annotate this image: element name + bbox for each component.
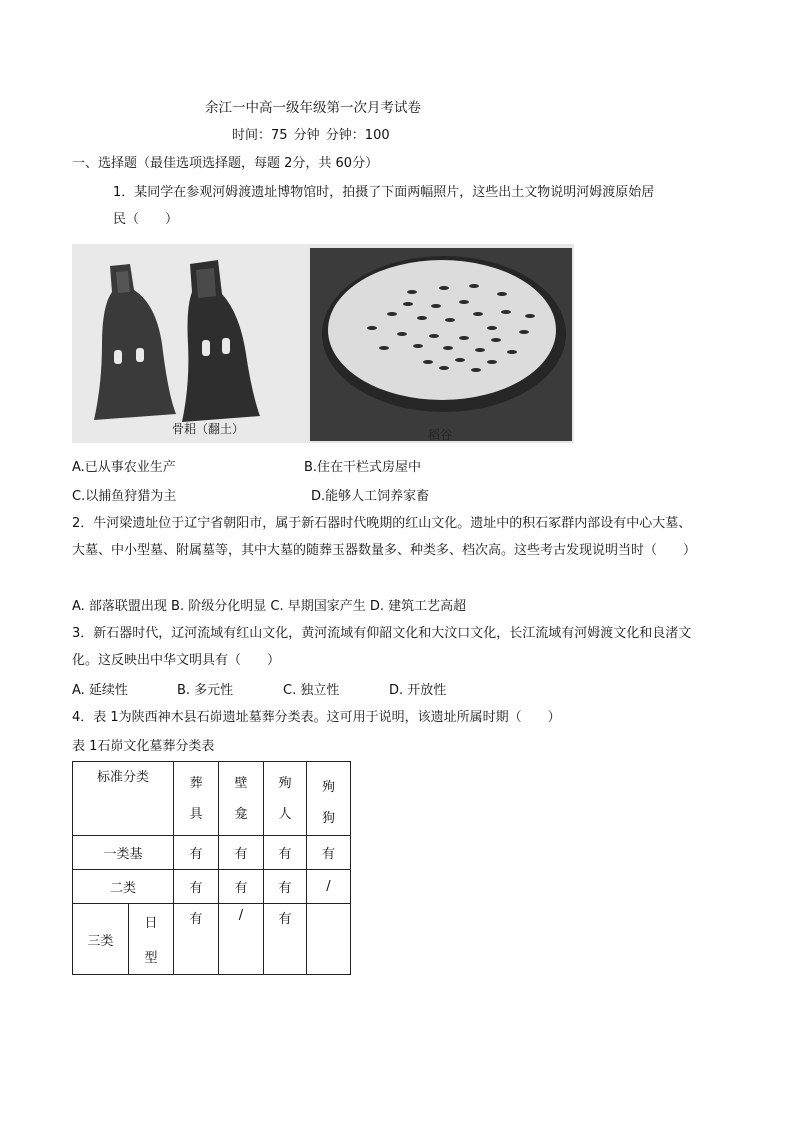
table-corner-header: 标准分类 [73,762,174,836]
table-cell: 有 [264,836,307,870]
artifact-photo-image [72,244,574,443]
exam-subtitle: 时间：75 分钟 分钟：100 [232,128,390,143]
table-cell: 有 [174,836,219,870]
q1-option-c: C.以捕鱼狩猎为主 [72,489,177,504]
q3-option-d: D. 开放性 [389,683,447,698]
q3-option-b: B. 多元性 [177,683,234,698]
col-header-wall-niche: 壁 龛 [219,762,264,836]
q3-option-c: C. 独立性 [283,683,340,698]
table-cell: 有 [307,836,351,870]
table-cell: 有 [264,904,307,975]
q2-stem: 2．牛河梁遗址位于辽宁省朝阳市，属于新石器时代晚期的红山文化。遗址中的积石冢群内部设有中心大墓、大墓、中小型墓、附属墓等，其中大墓的随葬玉器数量多、种类多、档次高。这些考古发现说明当时（ ） [72,516,697,558]
row-label-class2: 二类 [73,870,174,904]
table-cell: 有 [219,836,264,870]
table-cell: 有 [219,870,264,904]
q1-option-a: A.已从事农业生产 [72,460,176,475]
q1-stem-line2: 民（ ） [113,212,179,227]
q1-option-d: D.能够人工饲养家畜 [311,489,430,504]
table-cell: 有 [174,904,219,975]
row-label-class1: 一类基 [73,836,174,870]
table-cell: 有 [174,870,219,904]
caption-bone-spade: 骨耜（翻土） [172,422,245,436]
col-header-burial-tools: 葬 具 [174,762,219,836]
table-cell [307,904,351,975]
caption-rice: 稻谷 [428,428,453,442]
table-cell: / [219,904,264,975]
q1-option-b: B.住在干栏式房屋中 [304,460,422,475]
exam-title: 余江一中高一级年级第一次月考试卷 [205,100,421,116]
burial-classification-table [72,761,351,975]
q1-stem-line1: 1．某同学在参观河姆渡遗址博物馆时，拍摄了下面两幅照片，这些出土文物说明河姆渡原始居 [113,185,655,200]
section-heading: 一、选择题（最佳选项选择题，每题 2分，共 60分） [72,156,379,171]
col-header-dog-sacrifice: 殉 狗 [307,762,351,836]
q2-options: A. 部落联盟出现 B. 阶级分化明显 C. 早期国家产生 D. 建筑工艺高超 [72,599,467,614]
q3-option-a: A. 延续性 [72,683,128,698]
row-label-class3: 三类 [73,904,129,975]
table-cell: 有 [264,870,307,904]
col-header-human-sacrifice: 殉 人 [264,762,307,836]
q3-stem: 3．新石器时代，辽河流域有红山文化，黄河流域有仰韶文化和大汶口文化，长江流域有河姆渡文化和良渚文化。这反映出中华文明具有（ ） [72,626,692,668]
row-sublabel-class3: 日 型 [129,904,174,975]
q4-stem: 4．表 1为陕西神木县石峁遗址墓葬分类表。这可用于说明，该遗址所属时期（ ） [72,710,561,725]
table-caption: 表 1石峁文化墓葬分类表 [72,739,215,754]
table-cell: / [307,870,351,904]
q1-photo [72,244,574,443]
